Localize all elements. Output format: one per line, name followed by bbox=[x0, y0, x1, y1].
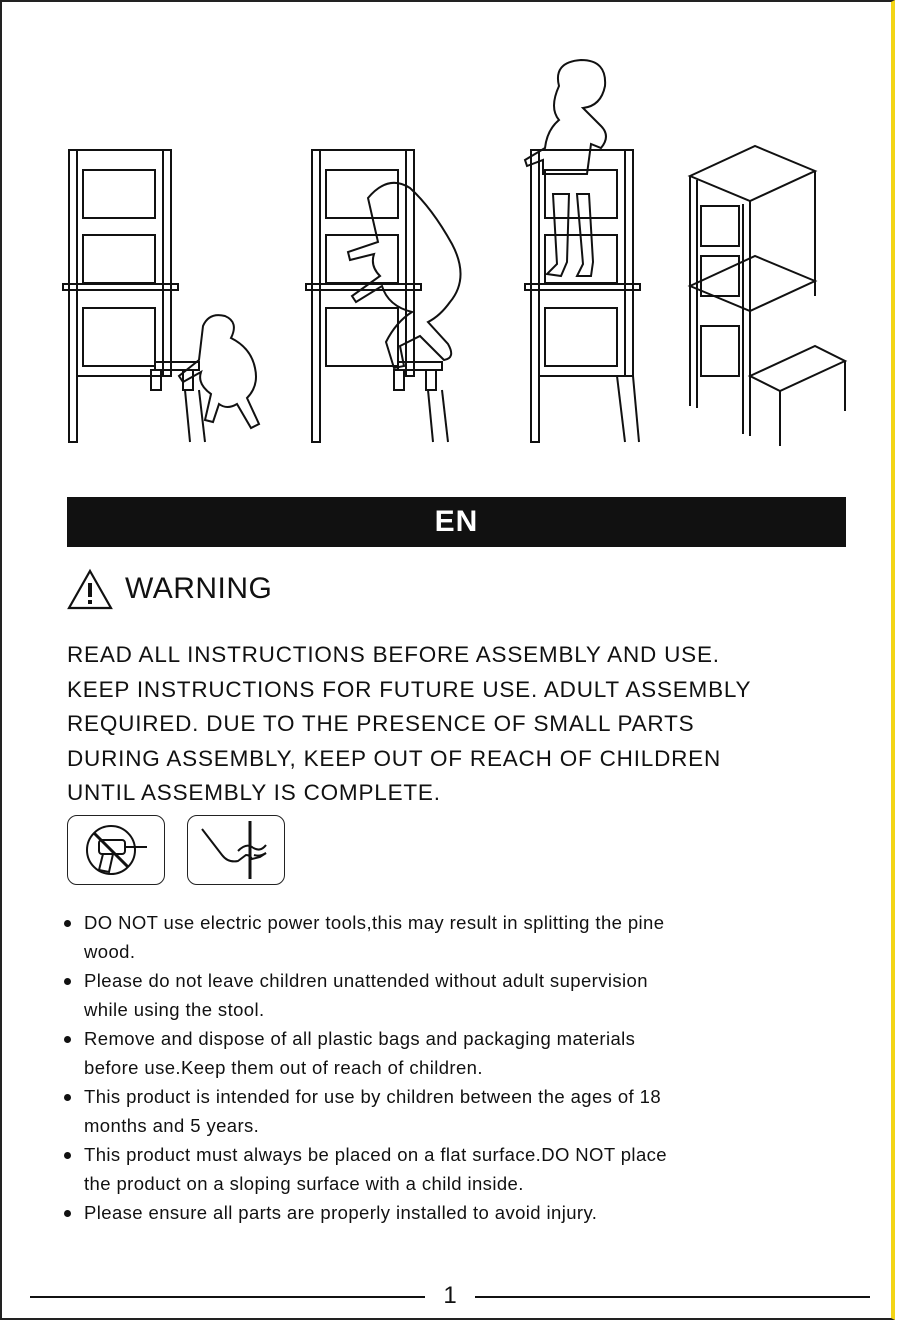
tower-stage-2 bbox=[306, 150, 461, 442]
footer-rule bbox=[475, 1296, 870, 1298]
instruction-line: READ ALL INSTRUCTIONS BEFORE ASSEMBLY AND USE. bbox=[67, 642, 720, 667]
bullet-item bbox=[62, 966, 842, 1024]
bullet-item bbox=[62, 1082, 842, 1140]
bullet-text: This product must always be placed on a flat surface.DO NOT place bbox=[84, 1144, 667, 1165]
bullet-text: the product on a sloping surface with a child inside. bbox=[84, 1173, 524, 1194]
bullet-text: while using the stool. bbox=[84, 999, 265, 1020]
bullet-text: wood. bbox=[84, 941, 136, 962]
language-bar bbox=[67, 497, 846, 547]
bullet-text: months and 5 years. bbox=[84, 1115, 260, 1136]
bullet-text: This product is intended for use by children between the ages of 18 bbox=[84, 1086, 662, 1107]
bullet-item bbox=[62, 1140, 842, 1198]
warning-heading bbox=[67, 568, 272, 610]
language-label: EN bbox=[434, 505, 479, 538]
tower-stage-1 bbox=[63, 150, 259, 442]
instruction-line: DURING ASSEMBLY, KEEP OUT OF REACH OF CHILDREN bbox=[67, 745, 722, 771]
tower-3d-view bbox=[690, 146, 845, 446]
footer-rule bbox=[30, 1296, 425, 1298]
product-illustration bbox=[55, 58, 855, 458]
warning-triangle-icon bbox=[67, 568, 113, 610]
bullet-text: Remove and dispose of all plastic bags and packaging materials bbox=[84, 1028, 636, 1049]
instruction-line: UNTIL ASSEMBLY IS COMPLETE. bbox=[67, 780, 441, 805]
hand-tighten-icon bbox=[187, 815, 285, 885]
page-number: 1 bbox=[443, 1282, 457, 1309]
bullet-item bbox=[62, 1198, 842, 1227]
bullet-item bbox=[62, 908, 842, 966]
bullet-text: before use.Keep them out of reach of children. bbox=[84, 1057, 483, 1078]
page-footer bbox=[30, 1282, 870, 1312]
bullet-text: DO NOT use electric power tools,this may result in splitting the pine bbox=[84, 912, 665, 933]
instruction-line: REQUIRED. DUE TO THE PRESENCE OF SMALL PARTS bbox=[67, 711, 695, 736]
instructions-block bbox=[67, 638, 867, 811]
tower-stage-3 bbox=[525, 60, 640, 442]
safety-icons bbox=[67, 815, 285, 885]
safety-bullet-list bbox=[62, 908, 842, 1227]
bullet-text: Please do not leave children unattended without adult supervision bbox=[84, 970, 648, 991]
bullet-item bbox=[62, 1024, 842, 1082]
no-power-drill-icon bbox=[67, 815, 165, 885]
bullet-text: Please ensure all parts are properly installed to avoid injury. bbox=[84, 1202, 598, 1223]
warning-title: WARNING bbox=[125, 572, 273, 605]
instruction-line: KEEP INSTRUCTIONS FOR FUTURE USE. ADULT ASSEMBLY bbox=[67, 676, 752, 702]
